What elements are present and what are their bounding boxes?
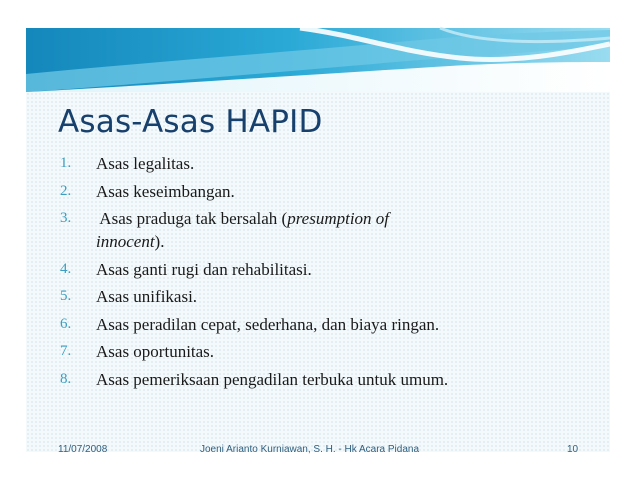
list-number: 2. xyxy=(60,182,72,199)
list-item xyxy=(60,152,600,175)
list-item xyxy=(60,207,600,253)
list-number: 8. xyxy=(60,370,72,387)
list-item xyxy=(60,258,600,281)
principles-list xyxy=(60,152,600,395)
list-item-text-italic: presumption of xyxy=(287,209,390,228)
list-number: 5. xyxy=(60,288,72,304)
list-item-text: Asas oportunitas. xyxy=(96,342,215,361)
list-item xyxy=(60,285,600,308)
list-number: 7. xyxy=(60,343,72,359)
list-item xyxy=(60,340,600,363)
slide-title: Asas-Asas HAPID xyxy=(58,104,323,140)
list-item-text: Asas legalitas. xyxy=(96,154,195,173)
page-number: 10 xyxy=(567,444,579,455)
list-item xyxy=(60,313,600,336)
list-item-text: Asas unifikasi. xyxy=(96,287,198,306)
list-item-text: Asas ganti rugi dan rehabilitasi. xyxy=(96,259,312,279)
list-item-text-continuation xyxy=(96,230,600,253)
list-item-text-italic: innocent xyxy=(96,232,155,251)
list-number: 6. xyxy=(60,315,72,332)
list-item-text: Asas pemeriksaan pengadilan terbuka untuk umum. xyxy=(96,369,449,389)
list-item-text: ). xyxy=(154,232,165,251)
list-number: 4. xyxy=(60,260,72,277)
list-item-text: Asas peradilan cepat, sederhana, dan biaya ringan. xyxy=(96,314,440,334)
list-item-text: Asas keseimbangan. xyxy=(96,181,235,201)
footer-author: Joeni Arianto Kurniawan, S. H. - Hk Acara Pidana xyxy=(200,444,420,455)
list-item xyxy=(60,180,600,203)
list-item xyxy=(60,368,600,391)
slide-footer xyxy=(0,444,638,464)
footer-date: 11/07/2008 xyxy=(58,444,108,455)
list-number: 3. xyxy=(60,210,72,226)
list-item-text: Asas praduga tak bersalah ( xyxy=(96,209,288,228)
list-number: 1. xyxy=(60,155,72,171)
